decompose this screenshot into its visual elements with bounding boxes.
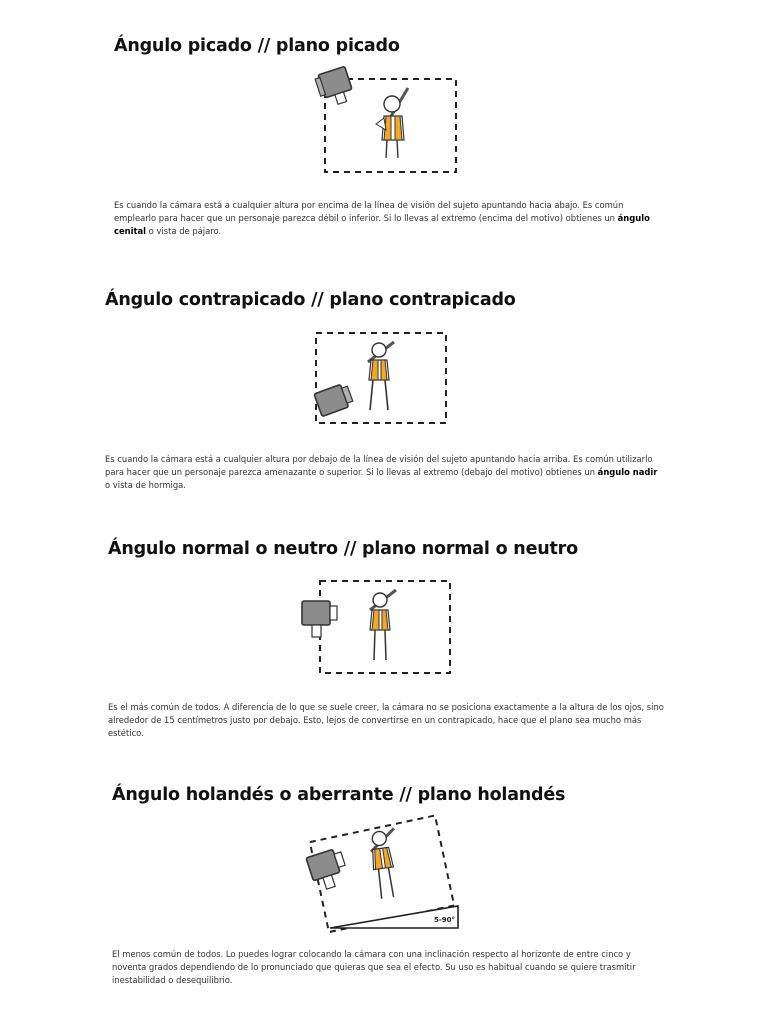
section-text-picado: Es cuando la cámara está a cualquier altura por encima de la línea de visión del sujeto apuntando hacia abajo. Es común emplearlo para hacer que un personaje parezca débil o inferior. Si lo llevas al extremo (encima del motivo) obtienes un ángulo cenital o vista de pájaro. xyxy=(114,200,650,237)
section-text-holandes: El menos común de todos. Lo puedes lograr colocando la cámara con una inclinación respecto al horizonte de entre cinco y noventa grados dependiendo de lo pronunciado que quieras que sea el efecto. Su uso es habitual cuando se quiere trasmitir inestabilidad o desequilibrio. xyxy=(112,949,636,986)
section-title-normal: Ángulo normal o neutro // plano normal o neutro xyxy=(108,539,578,559)
illustration-picado xyxy=(300,66,470,178)
person-icon xyxy=(368,342,394,410)
person-icon xyxy=(376,88,408,158)
illustration-normal xyxy=(296,576,456,676)
section-text-normal: Es el más común de todos. A diferencia de lo que se suele creer, la cámara no se posiciona exactamente a la altura de los ojos, sino alrededor de 15 centímetros justo por debajo. Esto, lejos de convertirse en un contrapicado, hace que el plano sea mucho más estético. xyxy=(108,702,664,739)
angle-label: 5-90° xyxy=(434,916,456,924)
person-icon xyxy=(368,828,403,899)
section-title-holandes: Ángulo holandés o aberrante // plano holandés xyxy=(112,785,566,805)
illustration-contrapicado xyxy=(300,326,460,430)
person-icon xyxy=(370,590,396,660)
camera-icon xyxy=(314,66,355,108)
section-title-contrapicado: Ángulo contrapicado // plano contrapicado xyxy=(105,290,516,310)
illustration-holandes xyxy=(296,814,466,932)
section-title-picado: Ángulo picado // plano picado xyxy=(114,36,400,56)
camera-icon xyxy=(306,847,350,892)
camera-icon xyxy=(302,601,337,637)
camera-icon xyxy=(314,382,354,416)
section-text-contrapicado: Es cuando la cámara está a cualquier altura por debajo de la línea de visión del sujeto apuntando hacia arriba. Es común utilizarlo para hacer que un personaje parezca amenazante o superior. Si lo llevas al extremo (debajo del motivo) obtienes un ángulo nadir o vista de hormiga. xyxy=(105,454,658,491)
